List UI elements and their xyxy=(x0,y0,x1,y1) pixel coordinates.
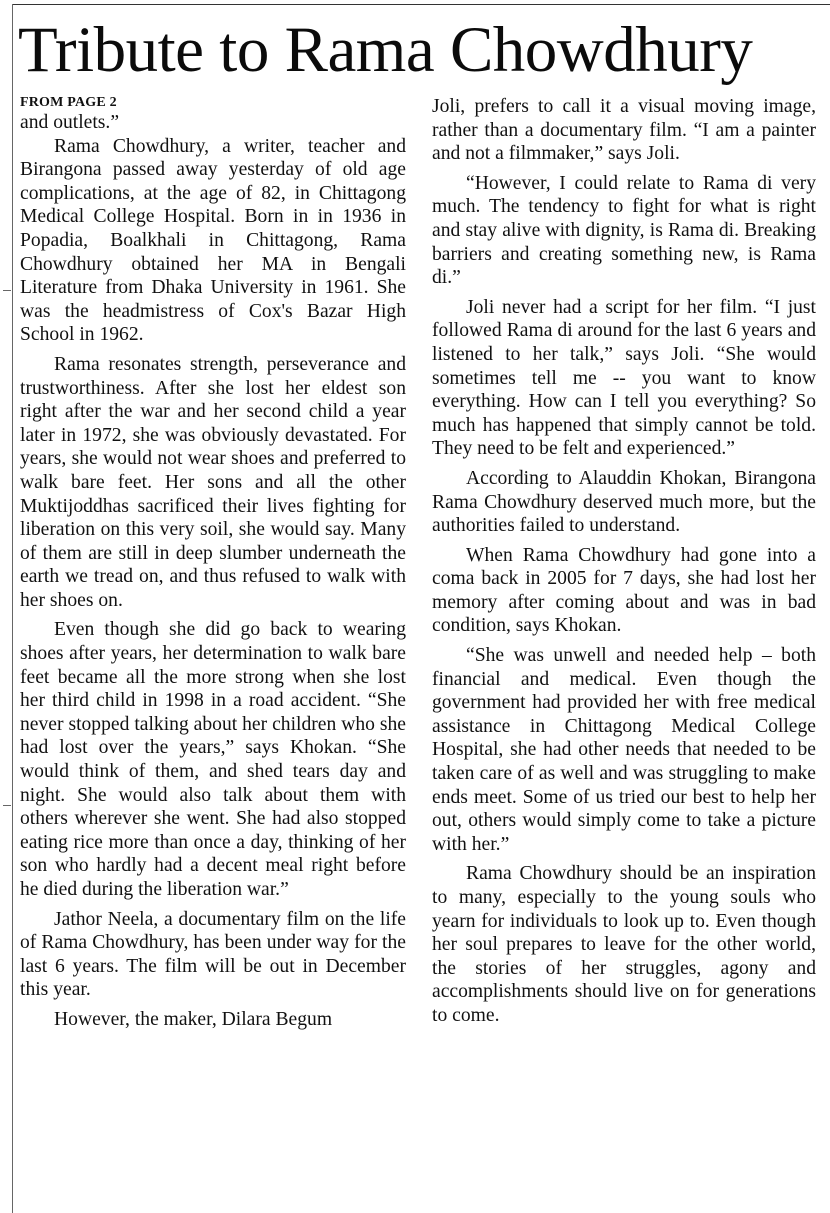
paragraph: “However, I could relate to Rama di very much. The tendency to fight for what is right and stay alive with dignity, is Rama di. Breaking barriers and creating something new, is Rama di.” xyxy=(432,172,816,289)
top-border-rule xyxy=(12,4,830,5)
margin-tick xyxy=(3,805,11,806)
paragraph: Rama Chowdhury should be an inspiration to many, especially to the young souls who yearn for individuals to look up to. Even though her soul prepares to leave for the other world, the stories of her struggles, agony and accomplishments should live on for generations to come. xyxy=(432,863,816,1026)
paragraph: Joli never had a script for her film. “I just followed Rama di around for the last 6 years and listened to her talk,” says Joli. “She would sometimes tell me -- you want to know everything. How can I tell you everything? So much has happened that simply cannot be told. They need to be felt and experienced.” xyxy=(432,296,816,460)
jump-line: FROM PAGE 2 xyxy=(20,95,117,110)
paragraph: However, the maker, Dilara Begum xyxy=(54,1008,333,1030)
paragraph: “She was unwell and needed help – both financial and medical. Even though the government had provided her with free medical assistance in Chittagong Medical College Hospital, she had other needs that needed to be taken care of as well and was struggling to make ends meet. Some of us tried our best to help her out, others would simply come to take a picture with her.” xyxy=(432,645,816,855)
paragraph: and outlets.” xyxy=(20,112,120,133)
left-border-rule xyxy=(12,4,13,1213)
paragraph: Jathor Neela, a documentary film on the life of Rama Chowdhury, has been under way for the last 6 years. The film will be out in December this year. xyxy=(20,908,406,1001)
paragraph: Rama Chowdhury, a writer, teacher and Birangona passed away yesterday of old age complications, at the age of 82, in Chittagong Medical College Hospital. Born in in 1936 in Popadia, Boalkhali in Chittagong, Rama Chowdhury obtained her MA in Bengali Literature from Dhaka University in 1961. She was the headmistress of Cox's Bazar High School in 1962. xyxy=(20,135,406,346)
paragraph: Joli, prefers to call it a visual moving image, rather than a documentary film. “I am a painter and not a filmmaker,” says Joli. xyxy=(432,96,816,165)
margin-tick xyxy=(3,290,11,291)
paragraph: According to Alauddin Khokan, Birangona Rama Chowdhury deserved much more, but the authorities failed to understand. xyxy=(432,467,816,537)
paragraph: Rama resonates strength, perseverance and trustworthiness. After she lost her eldest son right after the war and her second child a year later in 1972, she was obviously devastated. For years, she would not wear shoes and preferred to walk bare feet. Her sons and all the other Muktijoddhas sacrificed their lives fighting for liberation on this very soil, she would say. Many of them are still in deep slumber underneath the earth we tread on, and thus refused to walk with her shoes on. xyxy=(20,353,406,611)
right-column xyxy=(432,95,816,1034)
paragraph: When Rama Chowdhury had gone into a coma back in 2005 for 7 days, she had lost her memory after coming about and was in bad condition, says Khokan. xyxy=(432,544,816,637)
paragraph: Even though she did go back to wearing shoes after years, her determination to walk bare feet became all the more strong when she lost her third child in 1998 in a road accident. “She never stopped talking about her children who she had lost over the years,” says Khokan. “She would think of them, and shed tears day and night. She would also talk about them with others wherever she went. She had also stopped eating rice more than once a day, thinking of her son who hardly had a decent meal right before he died during the liberation war.” xyxy=(20,619,406,900)
left-column xyxy=(20,95,406,1038)
article-headline: Tribute to Rama Chowdhury xyxy=(18,14,753,86)
